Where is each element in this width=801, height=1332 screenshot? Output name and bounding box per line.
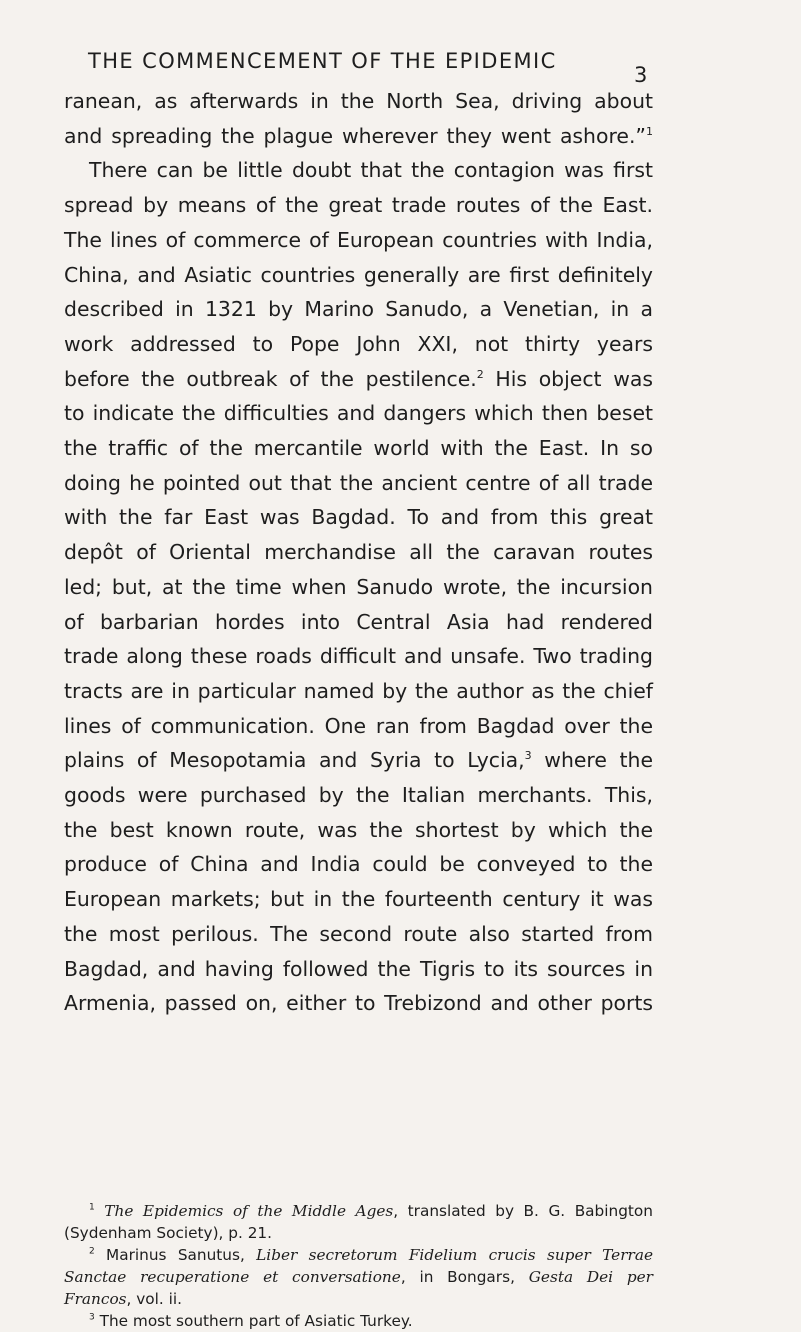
- paragraph-start: There can be little doubt that the contagion was first: [89, 158, 653, 183]
- body-text: [64, 84, 653, 1021]
- body-line: [64, 743, 653, 778]
- footnote-text: The most southern part of Asiatic Turkey.: [99, 1312, 413, 1330]
- body-line-text: where the: [531, 748, 653, 773]
- footnote-3: [64, 1310, 653, 1332]
- body-line-text: plains of Mesopotamia and Syria to Lycia,: [64, 748, 525, 773]
- body-line: produce of China and India could be conveyed to the: [64, 852, 653, 877]
- footnote-number: 1: [89, 1202, 95, 1213]
- body-line: Armenia, passed on, either to Trebizond and other ports: [64, 991, 653, 1016]
- footnote-text: , in Bongars,: [400, 1268, 529, 1286]
- body-line: doing he pointed out that the ancient centre of all trade: [64, 470, 653, 495]
- footnote-text: Marinus Sanutus,: [106, 1246, 257, 1264]
- footnotes: [64, 1200, 653, 1332]
- body-line-text: and spreading the plague wherever they went ashore.”: [64, 123, 646, 148]
- footnote-number: 3: [89, 1312, 95, 1323]
- body-line: the most perilous. The second route also started from: [64, 921, 653, 946]
- footnote-title: Francos: [64, 1290, 127, 1308]
- footnote-ref-3: 3: [524, 749, 532, 763]
- body-line: European markets; but in the fourteenth century it was: [64, 887, 653, 912]
- page-number: 3: [634, 63, 648, 87]
- footnote-1: [64, 1200, 653, 1222]
- body-line: work addressed to Pope John XXI, not thirty years: [64, 331, 653, 356]
- body-line: led; but, at the time when Sanudo wrote, the incursion: [64, 574, 653, 599]
- body-line: The lines of commerce of European countries with India,: [64, 227, 653, 252]
- body-line: goods were purchased by the Italian merchants. This,: [64, 783, 653, 808]
- body-line: [64, 119, 653, 154]
- footnote-1-cont: (Sydenham Society), p. 21.: [64, 1224, 273, 1242]
- footnote-text: , translated by B. G. Babington: [393, 1202, 653, 1220]
- footnote-number: 2: [89, 1246, 95, 1257]
- running-header: THE COMMENCEMENT OF THE EPIDEMIC: [88, 49, 557, 73]
- body-line-text: His object was: [483, 366, 653, 391]
- body-line-text: before the outbreak of the pestilence.: [64, 366, 477, 391]
- body-line: of barbarian hordes into Central Asia had rendered: [64, 609, 653, 634]
- footnote-title: Sanctae recuperatione et conversatione: [64, 1268, 401, 1286]
- body-line: trade along these roads difficult and unsafe. Two trading: [64, 644, 653, 669]
- body-line: ranean, as afterwards in the North Sea, driving about: [64, 89, 653, 113]
- footnote-2-cont: [64, 1266, 653, 1288]
- body-line: Bagdad, and having followed the Tigris to its sources in: [64, 956, 653, 981]
- footnote-2: [64, 1244, 653, 1266]
- body-line: to indicate the difficulties and dangers which then beset: [64, 401, 653, 426]
- footnote-ref-2: 2: [476, 367, 484, 381]
- footnote-title: The Epidemics of the Middle Ages: [104, 1202, 394, 1220]
- body-line: depôt of Oriental merchandise all the caravan routes: [64, 540, 653, 565]
- body-line: China, and Asiatic countries generally are first definitely: [64, 262, 653, 287]
- body-line: the traffic of the mercantile world with the East. In so: [64, 436, 653, 461]
- body-line: with the far East was Bagdad. To and from this great: [64, 505, 653, 530]
- footnote-title: Liber secretorum Fidelium crucis super Terrae: [256, 1246, 653, 1264]
- footnote-text: , vol. ii.: [126, 1290, 183, 1308]
- body-line: the best known route, was the shortest by which the: [64, 817, 653, 842]
- body-line: lines of communication. One ran from Bagdad over the: [64, 713, 653, 738]
- body-line: tracts are in particular named by the author as the chief: [64, 678, 653, 703]
- body-line: [64, 362, 653, 397]
- footnote-2-end: [64, 1288, 653, 1310]
- footnote-title: Gesta Dei per: [528, 1268, 653, 1286]
- body-line: spread by means of the great trade routes of the East.: [64, 193, 653, 218]
- body-line: described in 1321 by Marino Sanudo, a Venetian, in a: [64, 297, 653, 322]
- footnote-ref-1: 1: [646, 124, 653, 138]
